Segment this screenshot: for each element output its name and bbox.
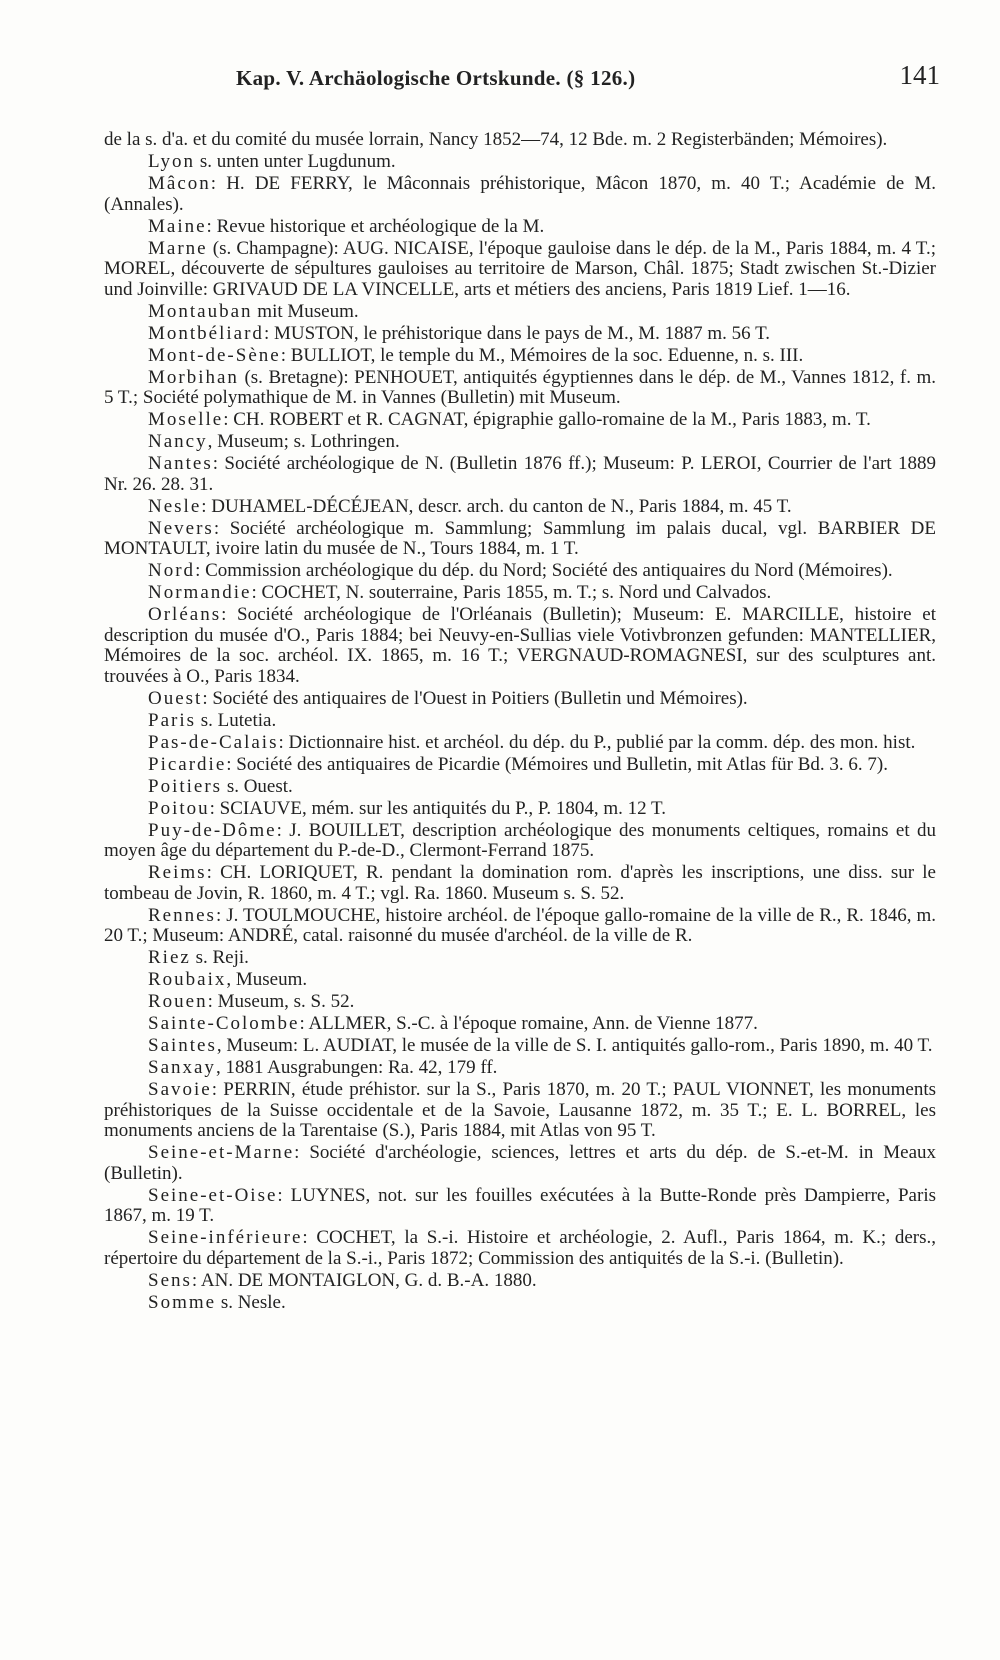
entry-text: : Société des antiquaires de Picardie (Mémoires und Bulletin, mit Atlas für Bd. 3. 6. 7).: [226, 753, 888, 775]
place-keyword: Savoie: [148, 1079, 212, 1100]
bibliography-entry: [104, 519, 936, 560]
entry-text: : COCHET, la S.-i. Histoire et archéologie, 2. Aufl., Paris 1864, m. K.; ders., répertoire du département de la S.-i., Paris 1872; Commission des antiquités de la S.-i. (Bulletin).: [104, 1227, 936, 1269]
entry-text: : LUYNES, not. sur les fouilles exécutées à la Butte-Ronde près Dampierre, Paris 1867, m. 19 T.: [104, 1184, 936, 1226]
place-keyword: Poitou: [148, 797, 210, 819]
bibliography-entry: [104, 777, 936, 798]
entry-text: mit Museum.: [252, 300, 359, 322]
entry-text: : ALLMER, S.-C. à l'époque romaine, Ann. de Vienne 1877.: [299, 1013, 758, 1034]
entry-text: s. unten unter Lugdunum.: [195, 151, 396, 172]
entry-text: : COCHET, N. souterraine, Paris 1855, m. T.; s. Nord und Calvados.: [251, 582, 772, 603]
bibliography-entry: [104, 152, 936, 173]
entry-text: de la s. d'a. et du comité du musée lorrain, Nancy 1852—74, 12 Bde. m. 2 Registerbänden; Mémoires).: [104, 129, 888, 150]
bibliography-entry: [104, 1080, 936, 1142]
entry-text: : SCIAUVE, mém. sur les antiquités du P., P. 1804, m. 12 T.: [209, 797, 666, 819]
entry-text: (s. Champagne): AUG. NICAISE, l'époque gauloise dans le dép. de la M., Paris 1884, m. 4 T.; MOREL, découverte de sépultures gauloises au territoire de Marson, Châl. 1875; Stadt zwischen St.-Dizier und Joinville: GRIVAUD DE LA VINCELLE, arts et métiers des anciens, Paris 1819 Lief. 1—16.: [104, 237, 936, 300]
place-keyword: Marne: [148, 237, 208, 259]
bibliography-entry: [104, 1271, 936, 1292]
bibliography-entry: [104, 1014, 936, 1035]
bibliography-entry: [104, 346, 936, 367]
place-keyword: Roubaix: [148, 969, 227, 990]
bibliography-entry: [104, 948, 936, 969]
place-keyword: Picardie: [148, 753, 227, 775]
place-keyword: Mâcon: [148, 173, 211, 194]
entry-text: : H. DE FERRY, le Mâconnais préhistorique, Mâcon 1870, m. 40 T.; Académie de M. (Annales).: [104, 173, 936, 215]
place-keyword: Puy-de-Dôme: [148, 819, 277, 841]
entry-text: : CH. LORIQUET, R. pendant la domination rom. d'après les inscriptions, une diss. sur le tombeau de Jovin, R. 1860, m. 4 T.; vgl. Ra. 1860. Museum s. S. 52.: [104, 862, 936, 904]
place-keyword: Rouen: [148, 991, 208, 1012]
bibliography-entry: [104, 324, 936, 345]
bibliography-entry: [104, 1228, 936, 1269]
bibliography-entry: [104, 368, 936, 409]
place-keyword: Pas-de-Calais: [148, 731, 279, 753]
entry-text: : Société d'archéologie, sciences, lettres et arts du dép. de S.-et-M. in Meaux (Bulletin).: [104, 1142, 936, 1184]
place-keyword: Nevers: [148, 517, 214, 539]
bibliography-entry: [104, 432, 936, 453]
bibliography-entry: [104, 821, 936, 862]
bibliography-entry: [104, 992, 936, 1013]
place-keyword: Poitiers: [148, 775, 223, 797]
bibliography-entry: [104, 711, 936, 732]
entry-text: , Museum; s. Lothringen.: [207, 431, 400, 452]
bibliography-entry: [104, 1143, 936, 1184]
place-keyword: Seine-inférieure: [148, 1227, 303, 1248]
bibliography-entry: [104, 733, 936, 754]
entry-text: : MUSTON, le préhistorique dans le pays de M., M. 1887 m. 56 T.: [263, 322, 771, 344]
place-keyword: Seine-et-Marne: [148, 1142, 295, 1163]
bibliography-entry: [104, 1058, 936, 1079]
entry-text: : Revue historique et archéologique de la M.: [206, 215, 545, 237]
entry-text: : Société archéologique m. Sammlung; Sammlung im palais ducal, vgl. BARBIER DE MONTAULT, ivoire latin du musée de N., Tours 1884, m. 1 T.: [104, 517, 936, 559]
bibliography-entry: [104, 799, 936, 820]
bibliography-entry: [104, 454, 936, 495]
page-number: 141: [899, 60, 940, 90]
place-keyword: Somme: [148, 1291, 217, 1313]
place-keyword: Mont-de-Sène: [148, 344, 281, 366]
bibliography-entry: [104, 1186, 936, 1227]
place-keyword: Normandie: [148, 582, 252, 603]
entry-text: : PERRIN, étude préhistor. sur la S., Paris 1870, m. 20 T.; PAUL VIONNET, les monuments préhistoriques de la Suisse occidentale et de la Savoie, Lausanne 1872, m. 35 T.; E. L. BORREL, les monuments anciens de la Tarentaise (S.), Paris 1884, mit Atlas von 95 T.: [104, 1079, 936, 1141]
place-keyword: Maine: [148, 215, 207, 237]
place-keyword: Seine-et-Oise: [148, 1184, 278, 1206]
bibliography-entry: [104, 561, 936, 582]
bibliography-entry: [104, 130, 936, 151]
place-keyword: Montauban: [148, 300, 253, 322]
entry-text: s. Ouest.: [222, 775, 293, 797]
entry-text: s. Lutetia.: [196, 709, 277, 731]
place-keyword: Sanxay: [148, 1057, 216, 1078]
bibliography-entry: [104, 689, 936, 710]
entry-text: s. Reji.: [190, 947, 249, 968]
entry-text: : AN. DE MONTAIGLON, G. d. B.-A. 1880.: [191, 1269, 537, 1291]
place-keyword: Reims: [148, 862, 207, 883]
place-keyword: Orléans: [148, 604, 222, 625]
entry-text: : J. TOULMOUCHE, histoire archéol. de l'époque gallo-romaine de la ville de R., R. 1846, m. 20 T.; Museum: ANDRÉ, catal. raisonné du musée d'archéol. de la ville de R.: [104, 904, 936, 946]
entry-text: s. Nesle.: [216, 1291, 286, 1313]
bibliography-entry: [104, 497, 936, 518]
place-keyword: Nord: [148, 560, 196, 581]
entry-text: : Société archéologique de l'Orléanais (Bulletin); Museum: E. MARCILLE, histoire et description du musée d'O., Paris 1884; bei Neuvy-en-Sullias viele Votivbronzen gefunden: MANTELLIER, Mémoires de la soc. archéol. IX. 1865, m. 16 T.; VERGNAUD-ROMAGNESI, sur des sculptures ant. trouvées à O., Paris 1834.: [104, 604, 936, 687]
place-keyword: Moselle: [148, 409, 224, 430]
bibliography-entry: [104, 1036, 936, 1057]
bibliography-entry: [104, 302, 936, 323]
place-keyword: Riez: [148, 947, 191, 968]
place-keyword: Nancy: [148, 431, 208, 452]
chapter-title: Kap. V. Archäologische Ortskunde. (§ 126.): [236, 66, 636, 90]
bibliography-entry: [104, 174, 936, 215]
bibliography-entry: [104, 605, 936, 687]
entry-text: : DUHAMEL-DÉCÉJEAN, descr. arch. du canton de N., Paris 1884, m. 45 T.: [201, 495, 792, 517]
entry-text: : Dictionnaire hist. et archéol. du dép. du P., publié par la comm. dép. des mon. hist.: [278, 731, 916, 753]
entry-text: : J. BOUILLET, description archéologique des monuments celtiques, romains et du moyen âge du département du P.-de-D., Clermont-Ferrand 1875.: [104, 819, 936, 861]
entry-text: : Société des antiquaires de l'Ouest in Poitiers (Bulletin und Mémoires).: [202, 687, 748, 709]
place-keyword: Lyon: [148, 151, 196, 172]
entry-list: [104, 130, 936, 1313]
place-keyword: Paris: [148, 709, 196, 731]
place-keyword: Morbihan: [148, 366, 239, 388]
place-keyword: Saintes: [148, 1035, 217, 1056]
entry-text: : Museum, s. S. 52.: [207, 991, 355, 1012]
entry-text: , Museum.: [226, 969, 308, 990]
bibliography-entry: [104, 755, 936, 776]
place-keyword: Rennes: [148, 904, 216, 926]
bibliography-entry: [104, 1293, 936, 1314]
bibliography-entry: [104, 906, 936, 947]
entry-text: : CH. ROBERT et R. CAGNAT, épigraphie gallo-romaine de la M., Paris 1883, m. T.: [223, 409, 871, 430]
place-keyword: Nantes: [148, 453, 213, 474]
bibliography-entry: [104, 970, 936, 991]
entry-text: , Museum: L. AUDIAT, le musée de la ville de S. I. antiquités gallo-rom., Paris 1890, m. 40 T.: [216, 1035, 933, 1056]
place-keyword: Nesle: [148, 495, 202, 517]
running-header: [104, 58, 940, 108]
place-keyword: Montbéliard: [148, 322, 264, 344]
bibliography-entry: [104, 863, 936, 904]
entry-text: , 1881 Ausgrabungen: Ra. 42, 179 ff.: [215, 1057, 498, 1078]
entry-text: : BULLIOT, le temple du M., Mémoires de la soc. Eduenne, n. s. III.: [280, 344, 804, 366]
bibliography-entry: [104, 239, 936, 301]
entry-text: (s. Bretagne): PENHOUET, antiquités égyptiennes dans le dép. de M., Vannes 1812, f. m. 5 T.; Société polymathique de M. in Vannes (Bulletin) mit Museum.: [104, 366, 936, 408]
place-keyword: Ouest: [148, 687, 203, 709]
bibliography-entry: [104, 410, 936, 431]
bibliography-entry: [104, 217, 936, 238]
entry-text: : Société archéologique de N. (Bulletin 1876 ff.); Museum: P. LEROI, Courrier de l'art 1889 Nr. 26. 28. 31.: [104, 453, 936, 495]
place-keyword: Sainte-Colombe: [148, 1013, 300, 1034]
place-keyword: Sens: [148, 1269, 192, 1291]
bibliography-entry: [104, 583, 936, 604]
entry-text: : Commission archéologique du dép. du Nord; Société des antiquaires du Nord (Mémoires).: [195, 560, 893, 581]
